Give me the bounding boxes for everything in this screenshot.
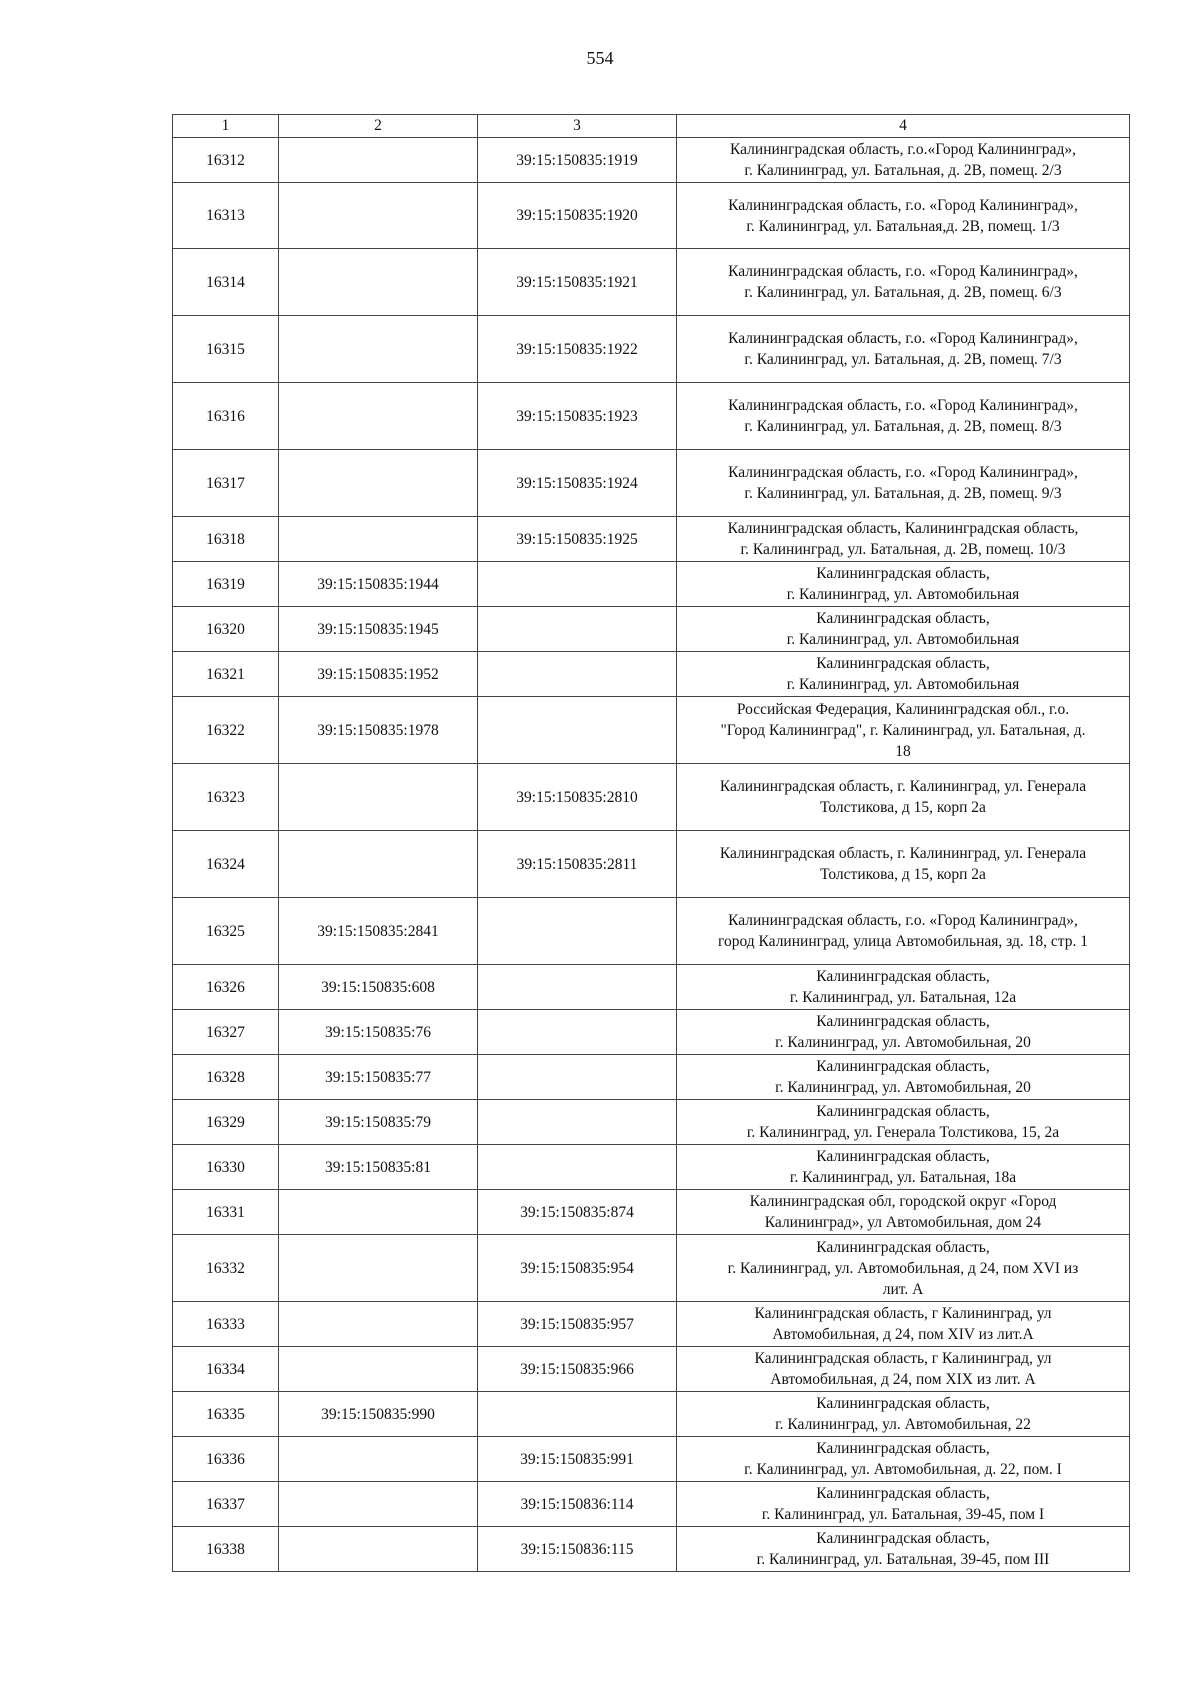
address-line: г. Калининград, ул. Батальная, д. 2В, помещ. 6/3 — [744, 284, 1062, 301]
address-line: Калининградская область, г.о. «Город Калининград», — [728, 464, 1078, 481]
address-line: Калининградская область, г.о. «Город Калининград», — [728, 397, 1078, 414]
cadastral-number-cell: 39:15:150835:2841 — [279, 898, 478, 965]
row-number-cell: 16328 — [173, 1055, 279, 1100]
cadastral-number-alt-cell — [478, 898, 677, 965]
cadastral-number-cell: 39:15:150835:76 — [279, 1010, 478, 1055]
cadastral-number-alt-cell — [478, 965, 677, 1010]
cadastral-number-alt-cell — [478, 562, 677, 607]
cadastral-number-alt-cell: 39:15:150835:1922 — [478, 316, 677, 383]
cadastral-number-cell — [279, 183, 478, 249]
row-number-cell: 16312 — [173, 138, 279, 183]
cadastral-number-cell — [279, 1235, 478, 1302]
address-line: Калининградская область, — [816, 1238, 990, 1256]
address-line: Калининградская область, — [816, 1103, 990, 1120]
cadastral-number-cell — [279, 249, 478, 316]
row-number-cell: 16321 — [173, 652, 279, 697]
address-line: г. Калининград, ул. Автомобильная, 22 — [775, 1416, 1031, 1433]
address-cell — [677, 562, 1130, 607]
cadastral-number-alt-cell — [478, 652, 677, 697]
cadastral-number-alt-cell: 39:15:150835:966 — [478, 1347, 677, 1392]
address-line: Толстикова, д 15, корп 2а — [820, 866, 986, 883]
address-line: Калининградская область, — [816, 1058, 990, 1075]
row-number-cell: 16323 — [173, 764, 279, 831]
table-row — [173, 316, 1130, 383]
column-header: 3 — [478, 115, 677, 138]
column-header: 4 — [677, 115, 1130, 138]
address-line: г. Калининград, ул. Батальная,д. 2В, помещ. 1/3 — [746, 217, 1060, 235]
registry-table — [172, 114, 1130, 1572]
address-line: г. Калининград, ул. Автомобильная, 20 — [775, 1034, 1031, 1051]
address-line: лит. А — [882, 1280, 924, 1298]
row-number-cell: 16322 — [173, 697, 279, 764]
table-row — [173, 764, 1130, 831]
address-line: Автомобильная, д 24, пом XIV из лит.А — [772, 1326, 1034, 1343]
address-line: Калининградская область, — [816, 1530, 990, 1547]
table-row — [173, 1055, 1130, 1100]
address-cell — [677, 1055, 1130, 1100]
address-line: Калининградская область, г.о. «Город Калининград», — [728, 196, 1078, 214]
table-row — [173, 1010, 1130, 1055]
address-line: Автомобильная, д 24, пом XIX из лит. А — [770, 1371, 1036, 1388]
cadastral-number-cell — [279, 764, 478, 831]
row-number-cell: 16315 — [173, 316, 279, 383]
cadastral-number-cell: 39:15:150835:77 — [279, 1055, 478, 1100]
table-row — [173, 450, 1130, 517]
row-number-cell: 16317 — [173, 450, 279, 517]
cadastral-number-cell — [279, 1527, 478, 1572]
address-line: г. Калининград, ул. Батальная, 12а — [789, 989, 1017, 1006]
cadastral-number-alt-cell: 39:15:150835:1923 — [478, 383, 677, 450]
address-cell — [677, 1190, 1130, 1235]
address-line: Калининградская область, — [816, 655, 990, 672]
cadastral-number-alt-cell: 39:15:150835:1920 — [478, 183, 677, 249]
address-line: г. Калининград, ул. Автомобильная — [786, 676, 1020, 693]
row-number-cell: 16324 — [173, 831, 279, 898]
table-row — [173, 1437, 1130, 1482]
address-line: Калининградская область, — [816, 1148, 990, 1165]
address-cell — [677, 697, 1130, 764]
table-row — [173, 517, 1130, 562]
address-line: "Город Калининград", г. Калининград, ул. Батальная, д. — [720, 721, 1086, 739]
table-row — [173, 1190, 1130, 1235]
row-number-cell: 16330 — [173, 1145, 279, 1190]
cadastral-number-alt-cell: 39:15:150836:114 — [478, 1482, 677, 1527]
address-line: г. Калининград, ул. Батальная, д. 2В, помещ. 8/3 — [744, 418, 1062, 435]
address-line: г. Калининград, ул. Батальная, д. 2В, помещ. 7/3 — [744, 351, 1062, 368]
address-line: 18 — [895, 742, 911, 760]
address-line: Калининградская область, Калининградская область, — [727, 520, 1079, 537]
table-row — [173, 383, 1130, 450]
cadastral-number-alt-cell — [478, 1055, 677, 1100]
address-line: Калининградская область, г.о.«Город Калининград», — [730, 141, 1076, 158]
row-number-cell: 16316 — [173, 383, 279, 450]
address-cell — [677, 1437, 1130, 1482]
cadastral-number-cell — [279, 316, 478, 383]
cadastral-number-alt-cell — [478, 1392, 677, 1437]
address-line: г. Калининград, ул. Автомобильная — [786, 586, 1020, 603]
table-row — [173, 1302, 1130, 1347]
address-cell — [677, 138, 1130, 183]
address-line: Толстикова, д 15, корп 2а — [820, 799, 986, 816]
cadastral-number-alt-cell — [478, 697, 677, 764]
cadastral-number-cell — [279, 450, 478, 517]
row-number-cell: 16314 — [173, 249, 279, 316]
table-row — [173, 1235, 1130, 1302]
table-row — [173, 1100, 1130, 1145]
address-line: Калининградская область, г.о. «Город Калининград», — [728, 912, 1078, 929]
address-line: Калининградская область, — [816, 1485, 990, 1502]
address-cell — [677, 1527, 1130, 1572]
address-line: г. Калининград, ул. Батальная, 39-45, пом III — [756, 1551, 1050, 1568]
address-line: г. Калининград, ул. Батальная, д. 2В, помещ. 2/3 — [744, 162, 1062, 179]
address-line: Калининградская область, — [816, 1440, 990, 1457]
table-row — [173, 652, 1130, 697]
address-line: Российская Федерация, Калининградская обл., г.о. — [736, 700, 1070, 718]
address-cell — [677, 1302, 1130, 1347]
address-cell — [677, 1100, 1130, 1145]
row-number-cell: 16338 — [173, 1527, 279, 1572]
table-row — [173, 965, 1130, 1010]
row-number-cell: 16329 — [173, 1100, 279, 1145]
column-header: 1 — [173, 115, 279, 138]
table-row — [173, 183, 1130, 249]
table-row — [173, 138, 1130, 183]
address-line: г. Калининград, ул. Батальная, д. 2В, помещ. 9/3 — [744, 485, 1062, 502]
cadastral-number-alt-cell: 39:15:150835:991 — [478, 1437, 677, 1482]
cadastral-number-alt-cell: 39:15:150835:874 — [478, 1190, 677, 1235]
cadastral-number-cell: 39:15:150835:608 — [279, 965, 478, 1010]
address-line: Калининградская область, — [816, 1395, 990, 1412]
page-number: 554 — [586, 48, 614, 68]
address-line: г. Калининград, ул. Генерала Толстикова, 15, 2а — [746, 1124, 1060, 1141]
table-body — [173, 138, 1130, 1572]
row-number-cell: 16327 — [173, 1010, 279, 1055]
cadastral-number-alt-cell: 39:15:150835:2811 — [478, 831, 677, 898]
cadastral-number-alt-cell: 39:15:150835:1924 — [478, 450, 677, 517]
cadastral-number-cell — [279, 1482, 478, 1527]
address-cell — [677, 383, 1130, 450]
address-cell — [677, 607, 1130, 652]
cadastral-number-cell — [279, 1347, 478, 1392]
row-number-cell: 16334 — [173, 1347, 279, 1392]
address-cell — [677, 898, 1130, 965]
address-line: Калининградская область, г.о. «Город Калининград», — [728, 330, 1078, 347]
row-number-cell: 16325 — [173, 898, 279, 965]
address-cell — [677, 316, 1130, 383]
address-cell — [677, 517, 1130, 562]
table-row — [173, 249, 1130, 316]
cadastral-number-alt-cell: 39:15:150835:1919 — [478, 138, 677, 183]
address-line: г. Калининград, ул. Автомобильная, 20 — [775, 1079, 1031, 1096]
address-line: город Калининград, улица Автомобильная, зд. 18, стр. 1 — [718, 933, 1088, 950]
header-row — [173, 115, 1130, 138]
address-cell — [677, 652, 1130, 697]
cadastral-number-cell — [279, 1302, 478, 1347]
cadastral-number-cell: 39:15:150835:81 — [279, 1145, 478, 1190]
address-cell — [677, 450, 1130, 517]
table-row — [173, 1347, 1130, 1392]
table-row — [173, 562, 1130, 607]
address-line: Калининградская область, г Калининград, ул — [754, 1350, 1052, 1367]
address-line: Калининградская область, г. Калининград, ул. Генерала — [719, 778, 1087, 795]
cadastral-number-alt-cell — [478, 1100, 677, 1145]
row-number-cell: 16319 — [173, 562, 279, 607]
table-row — [173, 607, 1130, 652]
address-line: Калининградская область, г. Калининград, ул. Генерала — [719, 845, 1087, 862]
cadastral-number-alt-cell — [478, 1010, 677, 1055]
address-line: Калининградская область, г.о. «Город Калининград», — [728, 263, 1078, 280]
row-number-cell: 16333 — [173, 1302, 279, 1347]
cadastral-number-cell: 39:15:150835:1978 — [279, 697, 478, 764]
cadastral-number-alt-cell: 39:15:150836:115 — [478, 1527, 677, 1572]
cadastral-number-alt-cell: 39:15:150835:954 — [478, 1235, 677, 1302]
cadastral-number-cell — [279, 1437, 478, 1482]
address-cell — [677, 831, 1130, 898]
address-line: г. Калининград, ул. Батальная, 39-45, пом I — [761, 1506, 1045, 1523]
address-line: Калининградская область, — [816, 565, 990, 582]
cadastral-number-alt-cell: 39:15:150835:1925 — [478, 517, 677, 562]
address-line: Калининградская область, — [816, 1013, 990, 1030]
cadastral-number-alt-cell — [478, 1145, 677, 1190]
row-number-cell: 16331 — [173, 1190, 279, 1235]
row-number-cell: 16318 — [173, 517, 279, 562]
row-number-cell: 16326 — [173, 965, 279, 1010]
address-cell — [677, 249, 1130, 316]
cadastral-number-cell — [279, 517, 478, 562]
row-number-cell: 16313 — [173, 183, 279, 249]
address-line: г. Калининград, ул. Автомобильная, д 24, пом XVI из — [727, 1259, 1079, 1277]
table-row — [173, 1527, 1130, 1572]
table-row — [173, 1482, 1130, 1527]
address-cell — [677, 965, 1130, 1010]
cadastral-number-cell — [279, 831, 478, 898]
table-row — [173, 831, 1130, 898]
cadastral-number-cell: 39:15:150835:1945 — [279, 607, 478, 652]
cadastral-number-cell: 39:15:150835:990 — [279, 1392, 478, 1437]
address-cell — [677, 764, 1130, 831]
address-line: Калининградская область, г Калининград, ул — [754, 1305, 1052, 1322]
cadastral-number-alt-cell: 39:15:150835:957 — [478, 1302, 677, 1347]
address-line: Калининград», ул Автомобильная, дом 24 — [764, 1214, 1042, 1231]
address-line: г. Калининград, ул. Батальная, д. 2В, помещ. 10/3 — [740, 541, 1066, 558]
address-line: Калининградская область, — [816, 968, 990, 985]
column-header: 2 — [279, 115, 478, 138]
cadastral-number-alt-cell — [478, 607, 677, 652]
row-number-cell: 16335 — [173, 1392, 279, 1437]
address-cell — [677, 1392, 1130, 1437]
row-number-cell: 16332 — [173, 1235, 279, 1302]
row-number-cell: 16336 — [173, 1437, 279, 1482]
cadastral-number-cell — [279, 1190, 478, 1235]
address-line: г. Калининград, ул. Автомобильная, д. 22, пом. I — [744, 1461, 1062, 1478]
cadastral-number-alt-cell: 39:15:150835:2810 — [478, 764, 677, 831]
address-cell — [677, 1235, 1130, 1302]
table-row — [173, 1145, 1130, 1190]
cadastral-number-cell: 39:15:150835:1944 — [279, 562, 478, 607]
address-cell — [677, 1482, 1130, 1527]
address-line: Калининградская обл, городской округ «Город — [749, 1193, 1057, 1210]
address-line: г. Калининград, ул. Батальная, 18а — [789, 1169, 1017, 1186]
cadastral-number-alt-cell: 39:15:150835:1921 — [478, 249, 677, 316]
address-line: Калининградская область, — [816, 610, 990, 627]
cadastral-number-cell — [279, 138, 478, 183]
address-cell — [677, 1010, 1130, 1055]
table-row — [173, 697, 1130, 764]
address-line: г. Калининград, ул. Автомобильная — [786, 631, 1020, 648]
address-cell — [677, 183, 1130, 249]
row-number-cell: 16320 — [173, 607, 279, 652]
table-row — [173, 1392, 1130, 1437]
cadastral-number-cell — [279, 383, 478, 450]
cadastral-number-cell: 39:15:150835:79 — [279, 1100, 478, 1145]
table-row — [173, 898, 1130, 965]
address-cell — [677, 1347, 1130, 1392]
cadastral-number-cell: 39:15:150835:1952 — [279, 652, 478, 697]
row-number-cell: 16337 — [173, 1482, 279, 1527]
address-cell — [677, 1145, 1130, 1190]
